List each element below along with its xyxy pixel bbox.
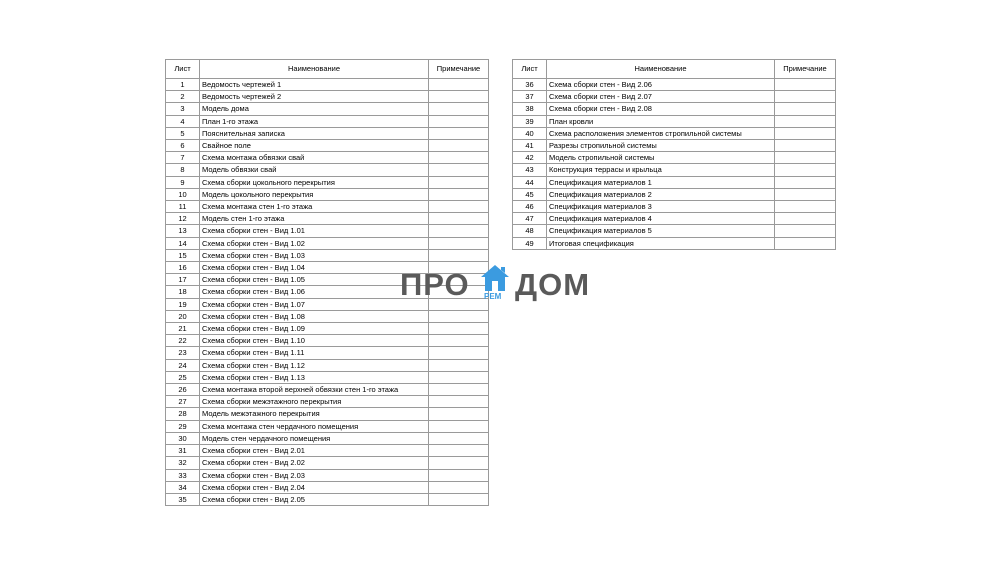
house-icon	[480, 263, 510, 293]
table-row	[166, 127, 489, 139]
table-row	[166, 91, 489, 103]
sheet-number: 17	[166, 274, 200, 286]
table-row	[513, 127, 836, 139]
sheet-note	[429, 176, 489, 188]
table-row	[513, 103, 836, 115]
table-row	[166, 201, 489, 213]
sheet-name: Схема сборки стен - Вид 1.04	[200, 262, 429, 274]
header-sheet: Лист	[166, 60, 200, 79]
sheet-name: Пояснительная записка	[200, 127, 429, 139]
sheet-note	[429, 432, 489, 444]
sheet-number: 13	[166, 225, 200, 237]
sheet-number: 5	[166, 127, 200, 139]
table-row	[513, 225, 836, 237]
table-row	[513, 176, 836, 188]
sheet-name: Схема сборки стен - Вид 1.03	[200, 249, 429, 261]
sheet-name: Спецификация материалов 5	[547, 225, 775, 237]
sheet-number: 49	[513, 237, 547, 249]
sheet-number: 7	[166, 152, 200, 164]
sheet-name: План кровли	[547, 115, 775, 127]
sheet-note	[775, 127, 836, 139]
sheet-number: 45	[513, 188, 547, 200]
sheet-number: 35	[166, 493, 200, 505]
sheet-note	[775, 164, 836, 176]
table-row	[166, 323, 489, 335]
sheet-name: Схема сборки стен - Вид 2.02	[200, 457, 429, 469]
header-note: Примечание	[775, 60, 836, 79]
sheet-number: 28	[166, 408, 200, 420]
sheet-name: Схема сборки стен - Вид 2.04	[200, 481, 429, 493]
sheet-note	[429, 249, 489, 261]
sheet-name: Схема сборки стен - Вид 1.01	[200, 225, 429, 237]
sheet-number: 48	[513, 225, 547, 237]
sheet-note	[429, 408, 489, 420]
table-row	[513, 79, 836, 91]
table-row	[166, 371, 489, 383]
sheet-note	[429, 188, 489, 200]
sheet-note	[429, 323, 489, 335]
table-row	[166, 152, 489, 164]
sheet-note	[775, 91, 836, 103]
sheet-name: План 1-го этажа	[200, 115, 429, 127]
table-row	[166, 408, 489, 420]
sheet-note	[429, 103, 489, 115]
sheet-number: 39	[513, 115, 547, 127]
sheet-note	[775, 237, 836, 249]
table-row	[166, 164, 489, 176]
sheet-number: 21	[166, 323, 200, 335]
table-row	[513, 152, 836, 164]
sheet-number: 41	[513, 140, 547, 152]
sheet-number: 38	[513, 103, 547, 115]
sheet-name: Модель цокольного перекрытия	[200, 188, 429, 200]
sheet-name: Свайное поле	[200, 140, 429, 152]
table-row	[513, 237, 836, 249]
sheet-number: 10	[166, 188, 200, 200]
sheet-note	[429, 140, 489, 152]
sheet-number: 27	[166, 396, 200, 408]
table-body-right	[513, 79, 836, 250]
sheet-name: Схема монтажа стен 1-го этажа	[200, 201, 429, 213]
sheet-number: 47	[513, 213, 547, 225]
sheet-note	[429, 457, 489, 469]
header-note: Примечание	[429, 60, 489, 79]
sheet-number: 1	[166, 79, 200, 91]
sheet-note	[429, 445, 489, 457]
sheet-note	[429, 481, 489, 493]
sheet-note	[429, 213, 489, 225]
table-row	[513, 201, 836, 213]
sheet-name: Схема сборки стен - Вид 1.02	[200, 237, 429, 249]
sheet-name: Модель стропильной системы	[547, 152, 775, 164]
sheet-number: 42	[513, 152, 547, 164]
sheet-note	[429, 335, 489, 347]
drawing-list-right	[512, 59, 836, 250]
sheet-number: 20	[166, 310, 200, 322]
logo-word-right: ДОМ	[515, 267, 591, 302]
table-row	[166, 225, 489, 237]
sheet-number: 43	[513, 164, 547, 176]
sheet-name: Спецификация материалов 3	[547, 201, 775, 213]
sheet-name: Схема сборки стен - Вид 1.13	[200, 371, 429, 383]
sheet-note	[429, 384, 489, 396]
sheet-note	[775, 115, 836, 127]
sheet-number: 22	[166, 335, 200, 347]
sheet-name: Ведомость чертежей 2	[200, 91, 429, 103]
sheet-name: Разрезы стропильной системы	[547, 140, 775, 152]
table-header-row	[513, 60, 836, 79]
sheet-name: Схема монтажа обвязки свай	[200, 152, 429, 164]
table-row	[513, 164, 836, 176]
sheet-number: 30	[166, 432, 200, 444]
table-row	[513, 213, 836, 225]
sheet-name: Схема сборки стен - Вид 1.12	[200, 359, 429, 371]
sheet-note	[429, 469, 489, 481]
sheet-name: Схема сборки стен - Вид 1.08	[200, 310, 429, 322]
sheet-note	[775, 201, 836, 213]
sheet-note	[429, 115, 489, 127]
sheet-name: Модель обвязки свай	[200, 164, 429, 176]
table-row	[166, 140, 489, 152]
sheet-note	[775, 140, 836, 152]
sheet-number: 23	[166, 347, 200, 359]
table-row	[166, 176, 489, 188]
sheet-note	[429, 493, 489, 505]
sheet-name: Ведомость чертежей 1	[200, 79, 429, 91]
table-row	[166, 469, 489, 481]
sheet-name: Схема сборки стен - Вид 1.07	[200, 298, 429, 310]
table-row	[166, 249, 489, 261]
table-row	[166, 237, 489, 249]
sheet-number: 24	[166, 359, 200, 371]
sheet-name: Спецификация материалов 2	[547, 188, 775, 200]
table-row	[166, 359, 489, 371]
sheet-name: Схема сборки стен - Вид 2.07	[547, 91, 775, 103]
table-row	[166, 396, 489, 408]
sheet-name: Схема сборки стен - Вид 1.10	[200, 335, 429, 347]
prodom-logo	[400, 263, 600, 307]
sheet-number: 25	[166, 371, 200, 383]
sheet-number: 2	[166, 91, 200, 103]
sheet-note	[429, 359, 489, 371]
table-header-row	[166, 60, 489, 79]
sheet-note	[429, 347, 489, 359]
sheet-number: 14	[166, 237, 200, 249]
table-row	[513, 115, 836, 127]
table-row	[166, 103, 489, 115]
sheet-number: 46	[513, 201, 547, 213]
sheet-name: Модель межэтажного перекрытия	[200, 408, 429, 420]
table-row	[166, 481, 489, 493]
sheet-name: Конструкция террасы и крыльца	[547, 164, 775, 176]
sheet-number: 3	[166, 103, 200, 115]
sheet-note	[429, 91, 489, 103]
table-row	[166, 347, 489, 359]
sheet-note	[775, 225, 836, 237]
sheet-name: Схема монтажа второй верхней обвязки стен 1-го этажа	[200, 384, 429, 396]
sheet-name: Схема сборки стен - Вид 2.05	[200, 493, 429, 505]
sheet-number: 6	[166, 140, 200, 152]
sheet-number: 34	[166, 481, 200, 493]
table-row	[166, 335, 489, 347]
sheet-number: 29	[166, 420, 200, 432]
sheet-note	[775, 103, 836, 115]
sheet-number: 11	[166, 201, 200, 213]
sheet-name: Схема сборки стен - Вид 1.06	[200, 286, 429, 298]
sheet-note	[429, 225, 489, 237]
sheet-name: Модель стен чердачного помещения	[200, 432, 429, 444]
sheet-name: Спецификация материалов 1	[547, 176, 775, 188]
table-row	[166, 493, 489, 505]
sheet-name: Схема сборки стен - Вид 2.06	[547, 79, 775, 91]
sheet-name: Схема сборки стен - Вид 2.01	[200, 445, 429, 457]
table-row	[166, 384, 489, 396]
sheet-number: 19	[166, 298, 200, 310]
table-row	[513, 188, 836, 200]
sheet-name: Схема сборки стен - Вид 1.09	[200, 323, 429, 335]
sheet-note	[775, 188, 836, 200]
sheet-number: 44	[513, 176, 547, 188]
sheet-number: 16	[166, 262, 200, 274]
sheet-note	[429, 237, 489, 249]
sheet-name: Модель стен 1-го этажа	[200, 213, 429, 225]
sheet-name: Схема сборки стен - Вид 2.08	[547, 103, 775, 115]
sheet-number: 4	[166, 115, 200, 127]
header-sheet: Лист	[513, 60, 547, 79]
logo-subtext: РЕМ	[484, 292, 502, 301]
sheet-name: Схема сборки стен - Вид 1.05	[200, 274, 429, 286]
table-row	[513, 140, 836, 152]
table-row	[166, 79, 489, 91]
sheet-number: 37	[513, 91, 547, 103]
header-name: Наименование	[200, 60, 429, 79]
table-row	[166, 213, 489, 225]
sheet-note	[429, 164, 489, 176]
sheet-number: 9	[166, 176, 200, 188]
table-row	[513, 91, 836, 103]
sheet-note	[429, 396, 489, 408]
sheet-name: Итоговая спецификация	[547, 237, 775, 249]
sheet-number: 15	[166, 249, 200, 261]
header-name: Наименование	[547, 60, 775, 79]
sheet-name: Модель дома	[200, 103, 429, 115]
sheet-name: Схема расположения элементов стропильной системы	[547, 127, 775, 139]
sheet-number: 8	[166, 164, 200, 176]
sheet-number: 18	[166, 286, 200, 298]
sheet-name: Схема сборки стен - Вид 1.11	[200, 347, 429, 359]
sheet-number: 36	[513, 79, 547, 91]
sheet-note	[429, 310, 489, 322]
table-row	[166, 432, 489, 444]
sheet-note	[429, 420, 489, 432]
sheet-note	[429, 371, 489, 383]
sheet-name: Схема сборки цокольного перекрытия	[200, 176, 429, 188]
sheet-name: Схема сборки межэтажного перекрытия	[200, 396, 429, 408]
table-row	[166, 188, 489, 200]
drawing-list-table-right	[512, 59, 836, 250]
sheet-number: 26	[166, 384, 200, 396]
sheet-name: Схема сборки стен - Вид 2.03	[200, 469, 429, 481]
sheet-number: 31	[166, 445, 200, 457]
sheet-note	[775, 152, 836, 164]
sheet-note	[429, 152, 489, 164]
sheet-number: 33	[166, 469, 200, 481]
sheet-note	[775, 79, 836, 91]
sheet-number: 32	[166, 457, 200, 469]
logo-word-left: ПРО	[400, 267, 470, 302]
sheet-note	[429, 127, 489, 139]
table-row	[166, 457, 489, 469]
sheet-name: Спецификация материалов 4	[547, 213, 775, 225]
sheet-note	[429, 79, 489, 91]
sheet-note	[775, 176, 836, 188]
sheet-number: 12	[166, 213, 200, 225]
table-row	[166, 445, 489, 457]
table-row	[166, 115, 489, 127]
sheet-note	[429, 201, 489, 213]
sheet-name: Схема монтажа стен чердачного помещения	[200, 420, 429, 432]
table-row	[166, 310, 489, 322]
sheet-number: 40	[513, 127, 547, 139]
sheet-note	[775, 213, 836, 225]
table-row	[166, 420, 489, 432]
